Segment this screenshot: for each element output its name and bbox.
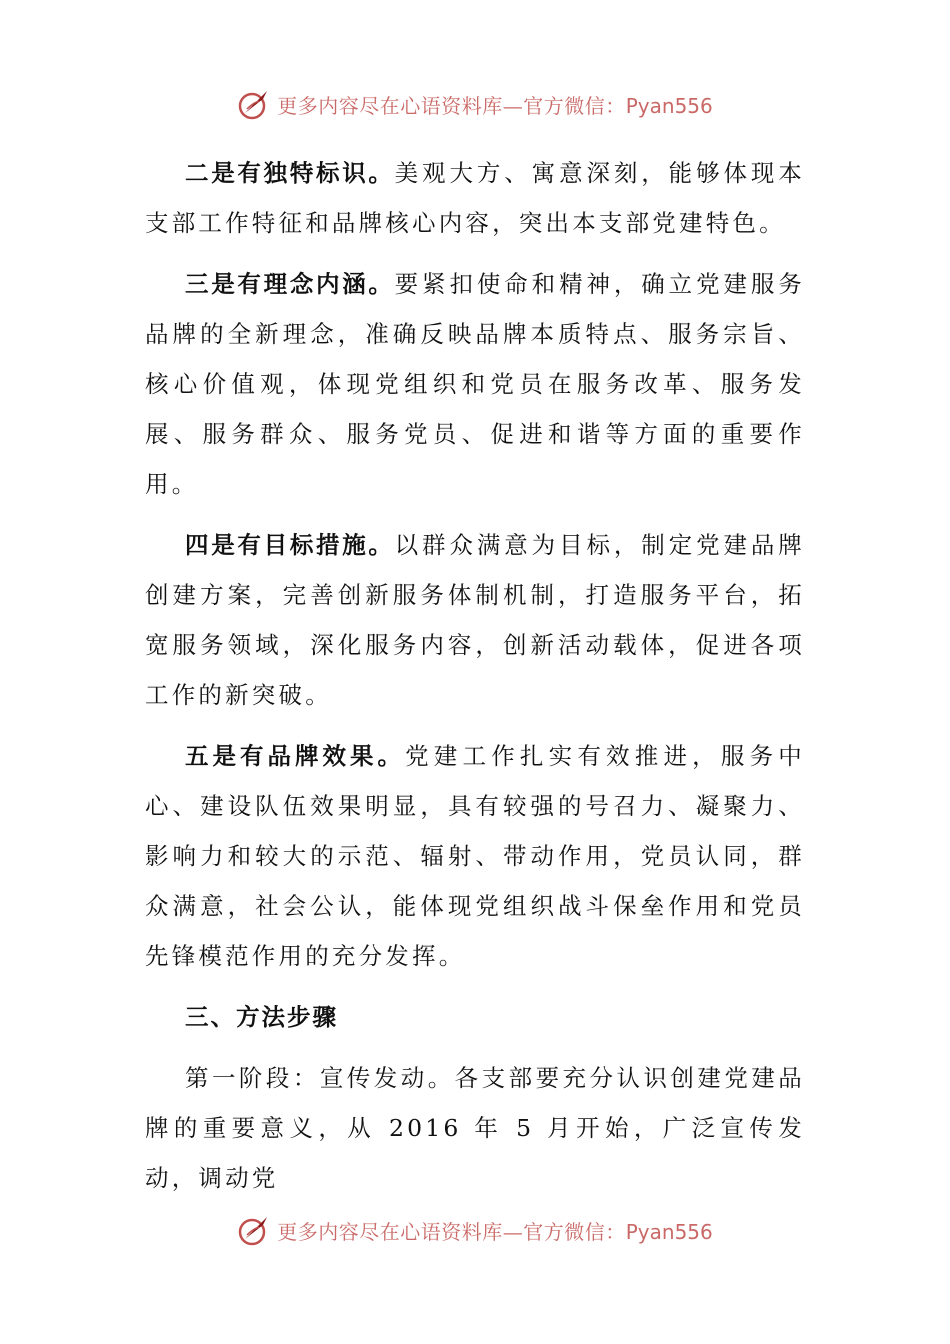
- paragraph-lead: 三是有理念内涵。: [185, 270, 395, 298]
- section-heading: 三、方法步骤: [185, 1003, 338, 1031]
- watermark-inner: [237, 87, 713, 121]
- paragraph-body: 美观大方、寓意深刻，能够体现本支部工作特征和品牌核心内容，突出本支部党建特色。: [145, 159, 806, 237]
- paragraph-body: 要紧扣使命和精神，确立党建服务品牌的全新理念，准确反映品牌本质特点、服务宗旨、核心价值观，体现党组织和党员在服务改革、服务发展、服务群众、服务党员、促进和谐等方面的重要作用。: [145, 270, 806, 498]
- paragraph-lead: 二是有独特标识。: [185, 159, 395, 187]
- paragraph-stage-one: 第一阶段：宣传发动。各支部要充分认识创建党建品牌的重要意义，从 2016 年 5 月开始，广泛宣传发动，调动党: [145, 1064, 805, 1192]
- watermark-text: 更多内容尽在心语资料库—官方微信：Pyan556: [277, 93, 713, 118]
- paragraph-body: 以群众满意为目标，制定党建品牌创建方案，完善创新服务体制机制，打造服务平台，拓宽服务领域，深化服务内容，创新活动载体，促进各项工作的新突破。: [145, 531, 806, 709]
- quill-logo-icon: [237, 1213, 271, 1247]
- watermark-banner-top: [0, 84, 950, 124]
- paragraph-lead: 五是有品牌效果。: [185, 742, 406, 770]
- quill-logo-icon: [237, 87, 271, 121]
- watermark-text: 更多内容尽在心语资料库—官方微信：Pyan556: [277, 1219, 713, 1244]
- paragraph-body: 党建工作扎实有效推进，服务中心、建设队伍效果明显，具有较强的号召力、凝聚力、影响力和较大的示范、辐射、带动作用，党员认同，群众满意，社会公认，能体现党组织战斗保垒作用和党员先锋模范作用的充分发挥。: [145, 742, 805, 970]
- paragraph-lead: 四是有目标措施。: [185, 531, 395, 559]
- paragraph-effect: [145, 731, 805, 981]
- watermark-inner: [237, 1213, 713, 1247]
- watermark-banner-bottom: [0, 1210, 950, 1250]
- paragraph-goals: [145, 520, 805, 720]
- paragraph-concept: [145, 259, 805, 509]
- paragraph-unique-mark: [145, 148, 805, 248]
- document-body: [145, 148, 805, 1214]
